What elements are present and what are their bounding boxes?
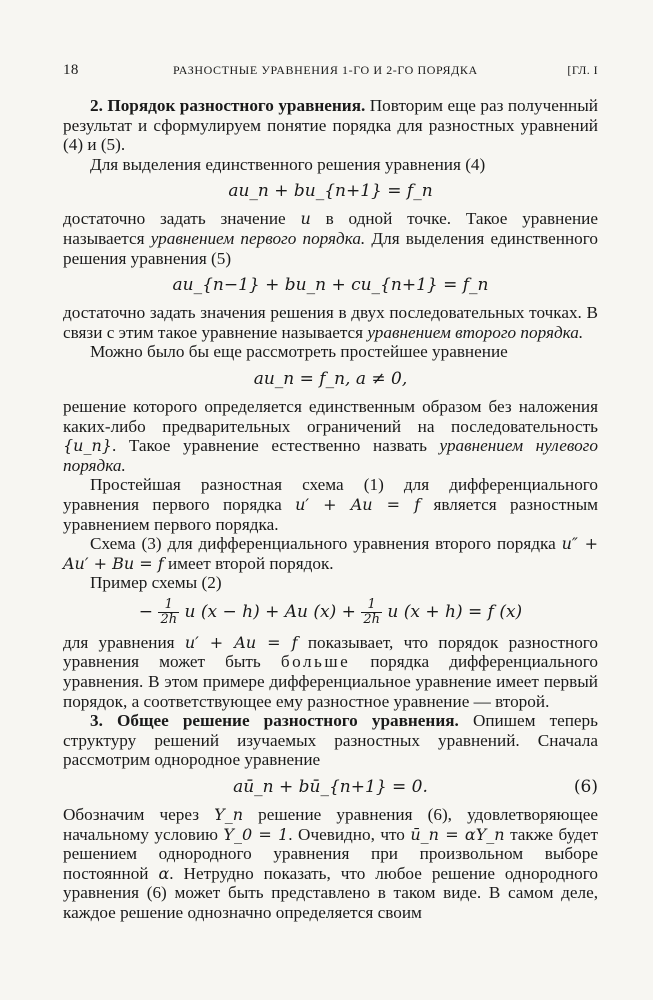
paragraph: Пример схемы (2)	[90, 573, 222, 593]
paragraph: решение которого определяется единственным образом без наложения каких-либо предварительных ограничений на последовательность {u_n}. Такое уравнение естественно назвать уравнением нулевого порядка.	[63, 396, 598, 475]
term-second-order: уравнением второго порядка.	[367, 322, 584, 342]
equation-second-order: au_{n−1} + bu_n + cu_{n+1} = f_n	[172, 275, 489, 296]
paragraph: Схема (3) для дифференциального уравнения второго порядка u″ + Au′ + Bu = f имеет второй порядок.	[63, 534, 598, 573]
section-2-title: 2. Порядок разностного уравнения.	[90, 96, 366, 115]
spaced-emphasis: больше	[280, 652, 351, 672]
page-number: 18	[63, 62, 79, 78]
fraction: $\frac{1}{2h}$	[363, 596, 380, 627]
equation-zero-order: au_n = f_n, a ≠ 0,	[253, 368, 408, 389]
paragraph: достаточно задать значения решения в двух последовательных точках. В связи с этим такое уравнение называется уравнением второго порядка.	[63, 303, 598, 342]
paragraph: Для выделения единственного решения уравнения (4)	[90, 154, 486, 174]
page-body	[63, 96, 598, 923]
fraction: $\frac{1}{2h}$	[160, 596, 178, 627]
paragraph: Простейшая разностная схема (1) для дифференциального уравнения первого порядка u′ + Au = f является разностным уравнением первого порядка.	[63, 475, 599, 534]
paragraph: Можно было бы еще рассмотреть простейшее уравнение	[90, 342, 508, 362]
page	[63, 58, 598, 923]
section-3-intro: 3. Общее решение разностного уравнения. Опишем теперь структуру решений изучаемых разностных уравнений. Сначала рассмотрим однородное уравнение	[63, 711, 598, 770]
equation-homogeneous: aū_n + bū_{n+1} = 0. (6)	[233, 777, 598, 798]
section-2-intro: 2. Порядок разностного уравнения. Повторим еще раз полученный результат и сформулируем понятие порядка для разностных уравнений (4) и (5).	[63, 96, 598, 155]
paragraph: Обозначим через Y_n решение уравнения (6), удовлетворяющее начальному условию Y_0 = 1. Очевидно, что ū_n = αY_n также будет решением однородного уравнения при произвольном выборе постоянной α. Нетрудно показать, что любое решение однородного уравнения (6) может быть представлено в таком виде. В самом деле, каждое решение однозначно определяется своим	[63, 805, 599, 922]
chapter-label: [ГЛ. I	[567, 63, 598, 77]
equation-number: (6)	[573, 777, 598, 798]
equation-scheme-2: − $\frac{1}{2h}$ u (x − h) + Au (x) + $\frac{1}{2h}$ u (x + h) = f (x)	[138, 596, 523, 627]
section-3-title: 3. Общее решение разностного уравнения.	[90, 711, 459, 731]
running-title: РАЗНОСТНЫЕ УРАВНЕНИЯ 1-ГО И 2-ГО ПОРЯДКА	[173, 63, 478, 77]
paragraph: достаточно задать значение u в одной точке. Такое уравнение называется уравнением первого порядка. Для выделения единственного решения уравнения (5)	[63, 209, 599, 268]
term-first-order: уравнением первого порядка.	[150, 228, 366, 248]
equation-first-order: au_n + bu_{n+1} = f_n	[228, 181, 433, 202]
term-zero-order: уравнением нулевого порядка.	[63, 436, 598, 475]
running-header	[63, 58, 598, 82]
paragraph: для уравнения u′ + Au = f показывает, что порядок разностного уравнения может быть больше порядка дифференциального уравнения. В этом примере дифференциальное уравнение имеет первый порядок, а соответствующее ему разностное уравнение — второй.	[63, 632, 599, 711]
